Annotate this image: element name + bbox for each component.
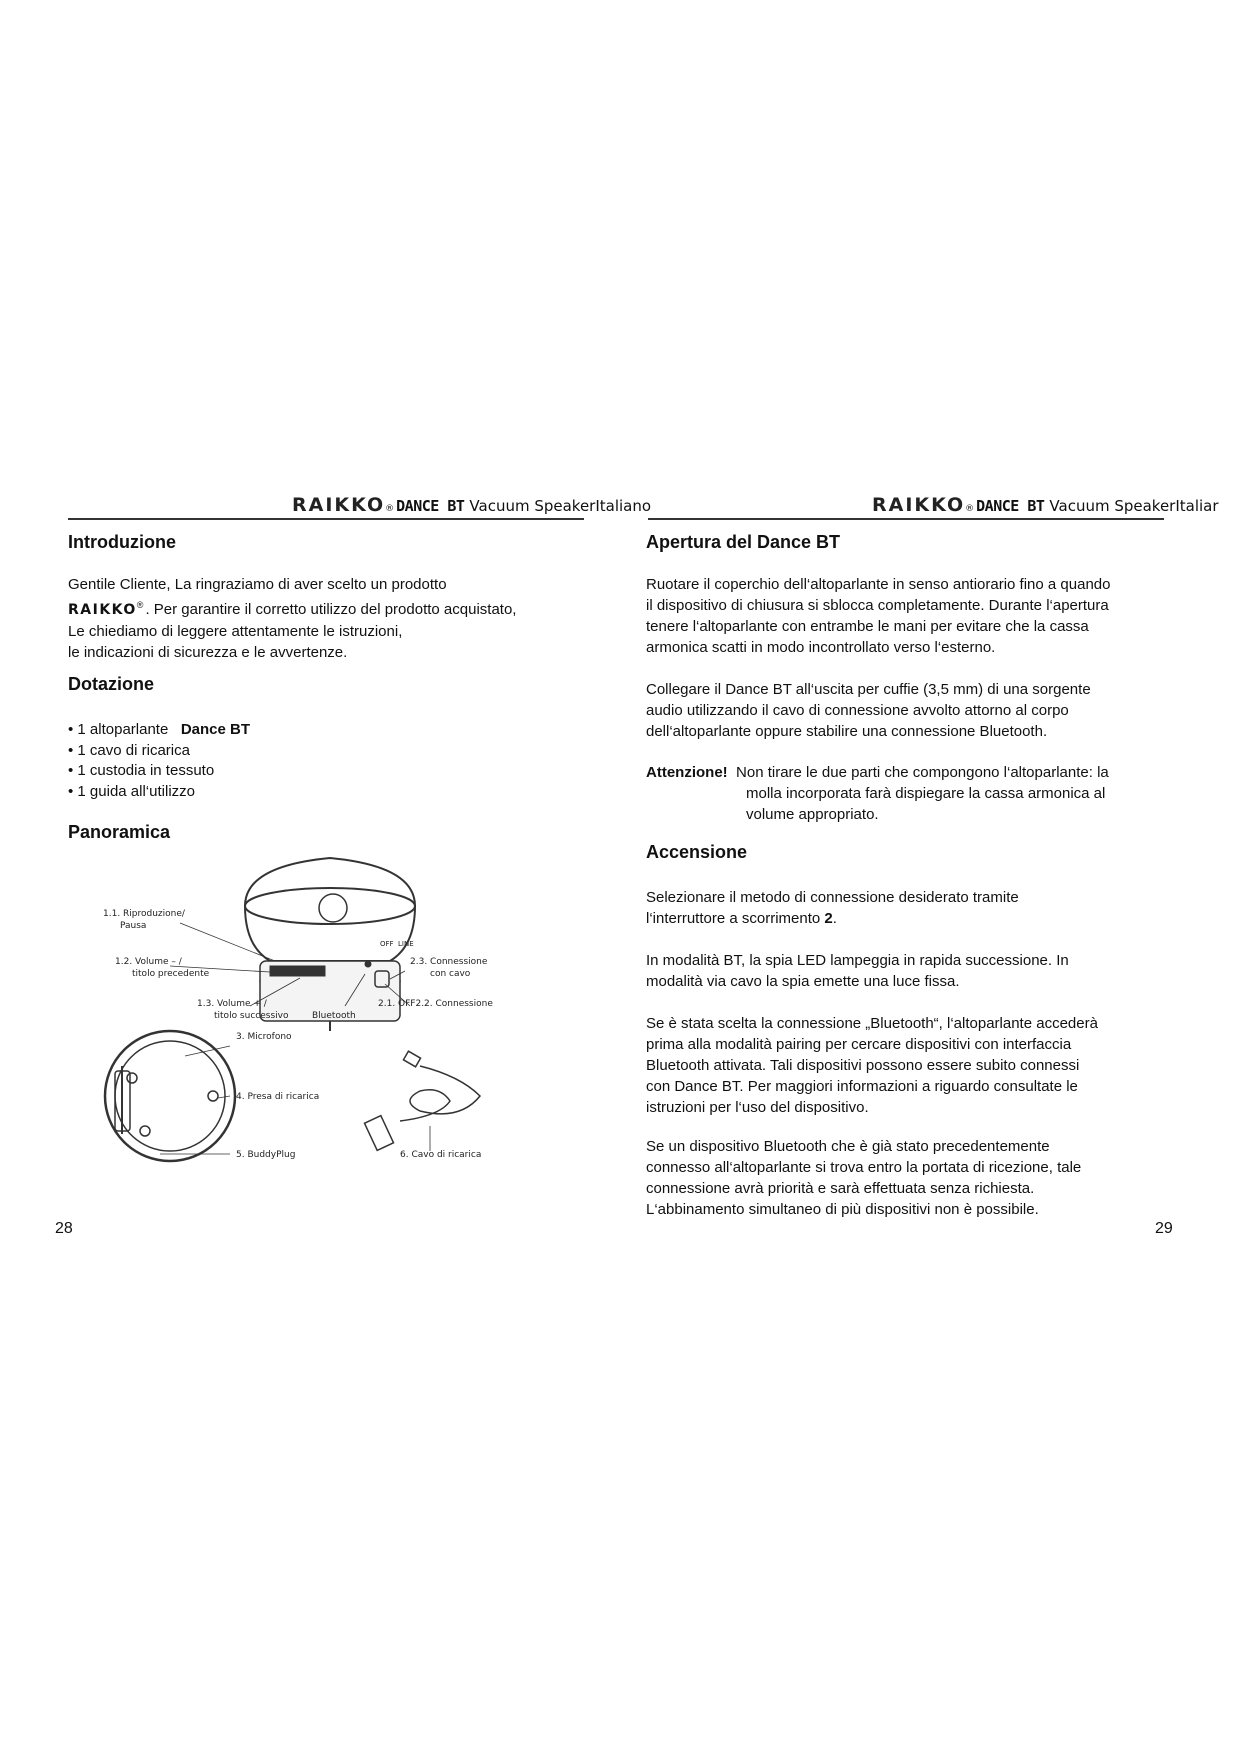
header-subtitle: Vacuum SpeakerItaliar bbox=[1049, 497, 1219, 515]
text-line: istruzioni per l‘uso del dispositivo. bbox=[646, 1099, 869, 1116]
text-line: Collegare il Dance BT all‘uscita per cuffie (3,5 mm) di una sorgente bbox=[646, 681, 1091, 698]
label-buddyplug: 5. BuddyPlug bbox=[236, 1150, 296, 1160]
text-line: Non tirare le due parti che compongono l‘altoparlante: la bbox=[736, 764, 1109, 781]
intro-brand-reg: ® bbox=[136, 600, 144, 610]
intro-line-2: . Per garantire il corretto utilizzo del prodotto acquistato, bbox=[145, 601, 517, 618]
text-line: prima alla modalità pairing per cercare dispositivi con interfaccia bbox=[646, 1036, 1072, 1053]
text-line: Se è stata scelta la connessione „Bluetooth“, l‘altoparlante accederà bbox=[646, 1015, 1098, 1032]
text-line: con Dance BT. Per maggiori informazioni a riguardo consultate le bbox=[646, 1078, 1078, 1095]
speaker-diagram bbox=[100, 846, 550, 1191]
text-line: volume appropriato. bbox=[746, 806, 879, 823]
accensione-paragraph-1 bbox=[646, 887, 1176, 929]
list-item: • 1 guida all‘utilizzo bbox=[68, 782, 195, 800]
section-title-dotazione: Dotazione bbox=[68, 674, 155, 694]
label-microfono: 3. Microfono bbox=[236, 1032, 292, 1042]
label-volume-minus-2: titolo precedente bbox=[132, 969, 210, 979]
label-volume-minus: 1.2. Volume – / bbox=[115, 957, 182, 967]
switch-number: 2 bbox=[824, 910, 833, 927]
text-line: audio utilizzando il cavo di connessione avvolto attorno al corpo bbox=[646, 702, 1069, 719]
accensione-paragraph-3 bbox=[646, 1013, 1176, 1118]
accensione-paragraph-4 bbox=[646, 1136, 1176, 1220]
registered-mark: ® bbox=[385, 504, 395, 514]
text-punct: . bbox=[832, 910, 837, 927]
text-line: Se un dispositivo Bluetooth che è già stato precedentemente bbox=[646, 1138, 1050, 1155]
label-cavo-ricarica: 6. Cavo di ricarica bbox=[400, 1150, 482, 1160]
text-line: In modalità BT, la spia LED lampeggia in rapida successione. In bbox=[646, 952, 1069, 969]
text-line: connesso all‘altoparlante si trova entro la portata di ricezione, tale bbox=[646, 1159, 1082, 1176]
section-title-accensione: Accensione bbox=[646, 842, 748, 862]
charging-cable-icon bbox=[365, 1051, 480, 1150]
text-line: il dispositivo di chiusura si sblocca completamente. Durante l‘apertura bbox=[646, 597, 1109, 614]
text-line: molla incorporata farà dispiegare la cassa armonica al bbox=[746, 785, 1106, 802]
section-title-panoramica: Panoramica bbox=[68, 822, 171, 842]
registered-mark: ® bbox=[965, 504, 975, 514]
text-line: tenere l‘altoparlante con entrambe le mani per evitare che la cassa bbox=[646, 618, 1089, 635]
label-line: LINE bbox=[398, 940, 414, 948]
apertura-paragraph-2 bbox=[646, 679, 1176, 742]
text-line: Bluetooth attivata. Tali dispositivi possono essere subito connessi bbox=[646, 1057, 1080, 1074]
header-rule bbox=[648, 518, 1164, 520]
model-name: DANCE BT bbox=[976, 497, 1045, 515]
intro-paragraph bbox=[68, 574, 588, 663]
label-presa-ricarica: 4. Presa di ricarica bbox=[236, 1092, 320, 1102]
label-play-pause: 1.1. Riproduzione/ bbox=[103, 909, 185, 919]
label-volume-plus: 1.3. Volume + / bbox=[197, 999, 267, 1009]
list-item bbox=[68, 720, 468, 741]
dotazione-list bbox=[68, 720, 468, 802]
label-bluetooth: Bluetooth bbox=[312, 1011, 356, 1021]
intro-line-4: le indicazioni di sicurezza e le avvertenze. bbox=[68, 644, 348, 661]
label-connessione-cavo: 2.3. Connessione bbox=[410, 957, 488, 967]
intro-brand: RAIKKO bbox=[68, 602, 137, 618]
right-page bbox=[580, 0, 1219, 1754]
brand-logo: RAIKKO bbox=[872, 494, 966, 516]
header-subtitle: Vacuum SpeakerItaliano bbox=[469, 497, 652, 515]
page-number-left: 28 bbox=[55, 1220, 73, 1237]
list-item: • 1 cavo di ricarica bbox=[68, 741, 190, 759]
section-title-apertura: Apertura del Dance BT bbox=[646, 532, 841, 552]
text-line: Ruotare il coperchio dell‘altoparlante in senso antiorario fino a quando bbox=[646, 576, 1111, 593]
speaker-bottom-view bbox=[105, 1031, 235, 1161]
intro-line-3: Le chiediamo di leggere attentamente le istruzioni, bbox=[68, 623, 403, 640]
text-line: L‘abbinamento simultaneo di più dispositivi non è possibile. bbox=[646, 1201, 1039, 1218]
text-line: Selezionare il metodo di connessione desiderato tramite bbox=[646, 889, 1019, 906]
label-volume-plus-2: titolo successivo bbox=[214, 1011, 289, 1021]
section-title-introduzione: Introduzione bbox=[68, 532, 176, 552]
model-name: DANCE BT bbox=[396, 497, 465, 515]
label-play-pause-2: Pausa bbox=[120, 921, 147, 931]
list-item-text: • 1 altoparlante bbox=[68, 721, 169, 738]
brand-logo: RAIKKO bbox=[292, 494, 386, 516]
label-connessione-cavo-2: con cavo bbox=[430, 969, 471, 979]
header-rule bbox=[68, 518, 584, 520]
text-line: l‘interruttore a scorrimento bbox=[646, 910, 825, 927]
label-off-connessione: 2.1. OFF2.2. Connessione bbox=[378, 999, 493, 1009]
page-number-right: 29 bbox=[1155, 1220, 1173, 1237]
attention-label: Attenzione! bbox=[646, 764, 728, 781]
list-item-brand: Dance BT bbox=[180, 721, 251, 738]
text-line: connessione avrà priorità e sarà effettuata senza richiesta. bbox=[646, 1180, 1035, 1197]
intro-line-1: Gentile Cliente, La ringraziamo di aver scelto un prodotto bbox=[68, 576, 447, 593]
label-off: OFF bbox=[380, 940, 394, 948]
text-line: modalità via cavo la spia emette una luce fissa. bbox=[646, 973, 960, 990]
text-line: armonica scatti in modo incontrollato verso l‘esterno. bbox=[646, 639, 996, 656]
apertura-paragraph-1 bbox=[646, 574, 1176, 658]
accensione-paragraph-2 bbox=[646, 950, 1176, 992]
diagram-labels bbox=[103, 909, 493, 1160]
right-header bbox=[872, 494, 1219, 518]
text-line: dell‘altoparlante oppure stabilire una connessione Bluetooth. bbox=[646, 723, 1048, 740]
list-item: • 1 custodia in tessuto bbox=[68, 762, 215, 779]
attention-note bbox=[646, 762, 1176, 825]
